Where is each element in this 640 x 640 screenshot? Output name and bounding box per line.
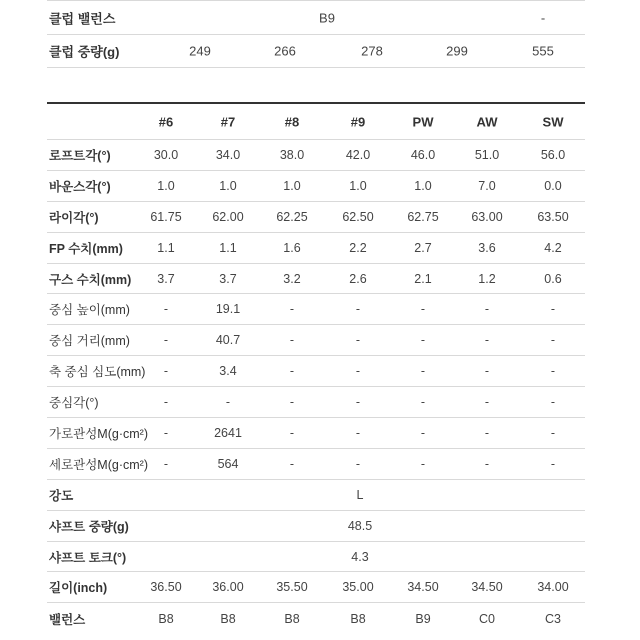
table-row (47, 480, 585, 511)
table-header-row (47, 104, 585, 140)
cell-value: 1.0 (219, 178, 237, 193)
table-row (47, 603, 585, 634)
cell-value: - (163, 456, 169, 471)
cell-value: 1.0 (157, 178, 175, 193)
row-label: 클럽 밸런스 (49, 11, 116, 26)
spec-sheet (47, 0, 585, 634)
cell-value: B8 (220, 611, 236, 626)
cell-value: - (484, 302, 490, 317)
table-row (47, 511, 585, 542)
cell-value: B8 (158, 611, 174, 626)
cell-value: 3.7 (219, 271, 237, 286)
cell-value: 63.50 (537, 209, 569, 224)
cell-value: 1.1 (157, 240, 175, 255)
table-row (47, 264, 585, 295)
cell-value: - (420, 364, 426, 379)
cell-value: - (355, 302, 361, 317)
row-label: 중심각(°) (49, 396, 99, 411)
row-label: 샤프트 토크(°) (49, 550, 127, 565)
cell-value: 555 (532, 43, 554, 59)
cell-value: 2.7 (414, 240, 432, 255)
cell-value: - (484, 364, 490, 379)
cell-value: - (163, 395, 169, 410)
cell-value: 1.0 (414, 178, 432, 193)
cell-value: 19.1 (215, 302, 241, 317)
cell-value: 38.0 (279, 147, 305, 162)
table-row (47, 202, 585, 233)
cell-value: - (550, 425, 556, 440)
column-header: #9 (350, 114, 366, 129)
cell-value: - (484, 333, 490, 348)
cell-value: - (355, 333, 361, 348)
cell-value: 34.50 (471, 580, 503, 595)
cell-value: 3.2 (283, 271, 301, 286)
row-label: 밸런스 (49, 612, 86, 627)
cell-value: - (550, 456, 556, 471)
cell-value: 266 (274, 43, 296, 59)
table-row-club-balance (47, 1, 585, 35)
cell-value: 2.1 (414, 271, 432, 286)
row-label: 샤프트 중량(g) (49, 519, 129, 534)
cell-value: - (163, 333, 169, 348)
column-header: AW (476, 114, 498, 129)
cell-value: B8 (284, 611, 300, 626)
cell-value: 2.2 (349, 240, 367, 255)
table-row (47, 140, 585, 171)
cell-value: 51.0 (474, 147, 500, 162)
table-row (47, 449, 585, 480)
cell-value: 42.0 (345, 147, 371, 162)
table-row (47, 294, 585, 325)
cell-value: 36.50 (150, 580, 182, 595)
row-label: 세로관성M(g·cm²) (49, 457, 148, 472)
cell-value: C3 (545, 611, 561, 626)
cell-value: - (550, 302, 556, 317)
row-label: 로프트각(°) (49, 148, 111, 163)
table-row (47, 356, 585, 387)
cell-value: 36.00 (212, 580, 244, 595)
column-header: #8 (284, 114, 300, 129)
cell-value: 34.0 (215, 147, 241, 162)
cell-value: - (355, 425, 361, 440)
cell-value: - (289, 425, 295, 440)
cell-value: 63.00 (471, 209, 503, 224)
cell-value: 1.0 (283, 178, 301, 193)
cell-value: 299 (446, 43, 468, 59)
cell-value: - (289, 302, 295, 317)
table-row (47, 542, 585, 573)
cell-value: - (289, 364, 295, 379)
cell-value: 249 (189, 43, 211, 59)
cell-value: 2.6 (349, 271, 367, 286)
cell-value: - (163, 425, 169, 440)
cell-value: - (484, 425, 490, 440)
iron-spec-table (47, 102, 585, 634)
cell-value: 3.6 (478, 240, 496, 255)
row-label: 가로관성M(g·cm²) (49, 426, 148, 441)
cell-value: - (225, 395, 231, 410)
cell-value: 1.2 (478, 271, 496, 286)
row-label: 클럽 중량(g) (49, 44, 120, 60)
cell-value: 34.50 (407, 580, 439, 595)
cell-value: C0 (479, 611, 495, 626)
cell-value: 62.25 (276, 209, 308, 224)
merged-value: 4.3 (351, 549, 369, 564)
cell-value: 35.50 (276, 580, 308, 595)
cell-value: 62.50 (342, 209, 374, 224)
merged-value: L (356, 487, 364, 502)
cell-value: B9 (415, 611, 431, 626)
cell-value: 1.0 (349, 178, 367, 193)
cell-value: 7.0 (478, 178, 496, 193)
row-label: 축 중심 심도(mm) (49, 365, 146, 380)
table-row (47, 233, 585, 264)
cell-value: - (420, 425, 426, 440)
cell-value: 30.0 (153, 147, 179, 162)
cell-value: - (163, 302, 169, 317)
row-label: 길이(inch) (49, 581, 108, 596)
cell-value: - (550, 364, 556, 379)
cell-value: 46.0 (410, 147, 436, 162)
table-row-club-weight (47, 35, 585, 68)
cell-value: 2641 (214, 425, 242, 440)
cell-value: - (163, 364, 169, 379)
cell-value: 564 (217, 456, 239, 471)
cell-value: - (420, 395, 426, 410)
table-row (47, 325, 585, 356)
cell-value: - (289, 333, 295, 348)
merged-value: B9 (319, 10, 335, 25)
cell-value: 62.75 (407, 209, 439, 224)
cell-value: 3.4 (219, 364, 237, 379)
cell-value: 35.00 (342, 580, 374, 595)
cell-value: 61.75 (150, 209, 182, 224)
cell-value: 0.0 (544, 178, 562, 193)
row-label: FP 수치(mm) (49, 241, 123, 256)
cell-value: - (540, 10, 546, 25)
table-row (47, 418, 585, 449)
cell-value: 0.6 (544, 271, 562, 286)
cell-value: 3.7 (157, 271, 175, 286)
table-row (47, 572, 585, 603)
cell-value: - (355, 395, 361, 410)
row-label: 구스 수치(mm) (49, 272, 132, 287)
table-row (47, 171, 585, 202)
cell-value: - (484, 395, 490, 410)
column-header: #6 (158, 114, 174, 129)
cell-value: 34.00 (537, 580, 569, 595)
row-label: 중심 거리(mm) (49, 334, 130, 349)
cell-value: - (355, 456, 361, 471)
cell-value: - (550, 395, 556, 410)
cell-value: - (550, 333, 556, 348)
row-label: 강도 (49, 488, 74, 503)
column-header: #7 (220, 114, 236, 129)
cell-value: 4.2 (544, 240, 562, 255)
cell-value: 56.0 (540, 147, 566, 162)
cell-value: - (484, 456, 490, 471)
cell-value: B8 (350, 611, 366, 626)
cell-value: 40.7 (215, 333, 241, 348)
row-label: 라이각(°) (49, 210, 99, 225)
column-header: PW (412, 114, 434, 129)
cell-value: - (289, 456, 295, 471)
merged-value: 48.5 (347, 518, 373, 533)
cell-value: - (289, 395, 295, 410)
row-label: 중심 높이(mm) (49, 303, 130, 318)
cell-value: 1.1 (219, 240, 237, 255)
cell-value: - (420, 333, 426, 348)
column-header: SW (542, 114, 564, 129)
club-summary-table (47, 0, 585, 68)
cell-value: - (420, 456, 426, 471)
table-row (47, 387, 585, 418)
cell-value: 278 (361, 43, 383, 59)
cell-value: - (355, 364, 361, 379)
row-label: 바운스각(°) (49, 179, 111, 194)
cell-value: 1.6 (283, 240, 301, 255)
cell-value: - (420, 302, 426, 317)
cell-value: 62.00 (212, 209, 244, 224)
